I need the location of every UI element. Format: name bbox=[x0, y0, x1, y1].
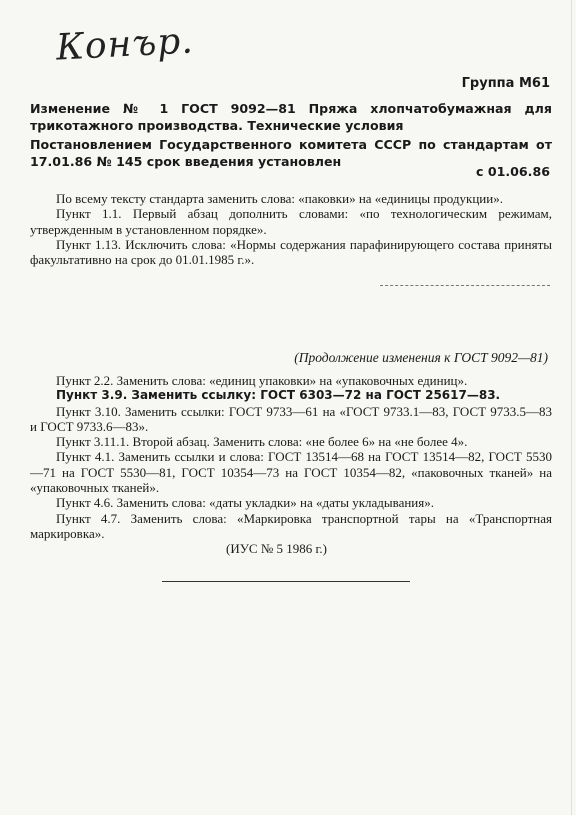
end-rule bbox=[380, 285, 550, 286]
closing-rule bbox=[162, 581, 410, 582]
decree-line bbox=[30, 136, 552, 170]
paragraph: Пункт 4.6. Заменить слова: «даты укладки» на «даты укладывания». bbox=[56, 495, 434, 511]
paragraph: По всему тексту стандарта заменить слова: «паковки» на «единицы продукции». bbox=[56, 191, 503, 206]
decree-line-text: Постановлением Государственного комитета СССР по стандартам от 17.01.86 № 145 срок введения установлен bbox=[30, 137, 552, 169]
paragraph: Пункт 3.10. Заменить ссылки: ГОСТ 9733—61 на «ГОСТ 9733.1—83, ГОСТ 9733.5—83 и ГОСТ 9733.6—83». bbox=[30, 403, 552, 434]
change-title bbox=[30, 100, 552, 134]
group-label: Группа М61 bbox=[461, 76, 550, 91]
amendment-block-2 bbox=[30, 373, 552, 541]
paragraph: Пункт 4.7. Заменить слова: «Маркировка транспортной тары на «Транспортная маркировка». bbox=[30, 510, 552, 541]
paragraph: Пункт 2.2. Заменить слова: «единиц упаковки» на «упаковочных единиц». bbox=[56, 373, 468, 388]
handwritten-note: Конър. bbox=[55, 20, 195, 69]
paragraph: Пункт 4.1. Заменить ссылки и слова: ГОСТ 13514—68 на ГОСТ 13514—82, ГОСТ 5530—71 на ГОСТ 5530—81, ГОСТ 10354—73 на ГОСТ 10354—82, «паковочных тканей» на «упаковочных тканей». bbox=[30, 449, 552, 496]
paragraph: Пункт 1.13. Исключить слова: «Нормы содержания парафинирующего состава приняты факультативно на срок до 01.01.1985 г.». bbox=[30, 236, 552, 268]
effective-date: с 01.06.86 bbox=[476, 164, 550, 179]
scan-edge bbox=[571, 0, 572, 815]
paragraph: Пункт 1.1. Первый абзац дополнить словами: «по технологическим режимам, утвержденным в установленном порядке». bbox=[30, 206, 552, 237]
paragraph-bold: Пункт 3.9. Заменить ссылку: ГОСТ 6303—72 на ГОСТ 25617—83. bbox=[56, 388, 501, 403]
paragraph: Пункт 3.11.1. Второй абзац. Заменить слова: «не более 6» на «не более 4». bbox=[56, 434, 468, 450]
amendment-block-1 bbox=[30, 191, 552, 267]
continuation-title: (Продолжение изменения к ГОСТ 9092—81) bbox=[294, 350, 548, 365]
source-note: (ИУС № 5 1986 г.) bbox=[226, 541, 327, 556]
change-title-text: Изменение № 1 ГОСТ 9092—81 Пряжа хлопчатобумажная для трикотажного производства. Технические условия bbox=[30, 101, 552, 133]
